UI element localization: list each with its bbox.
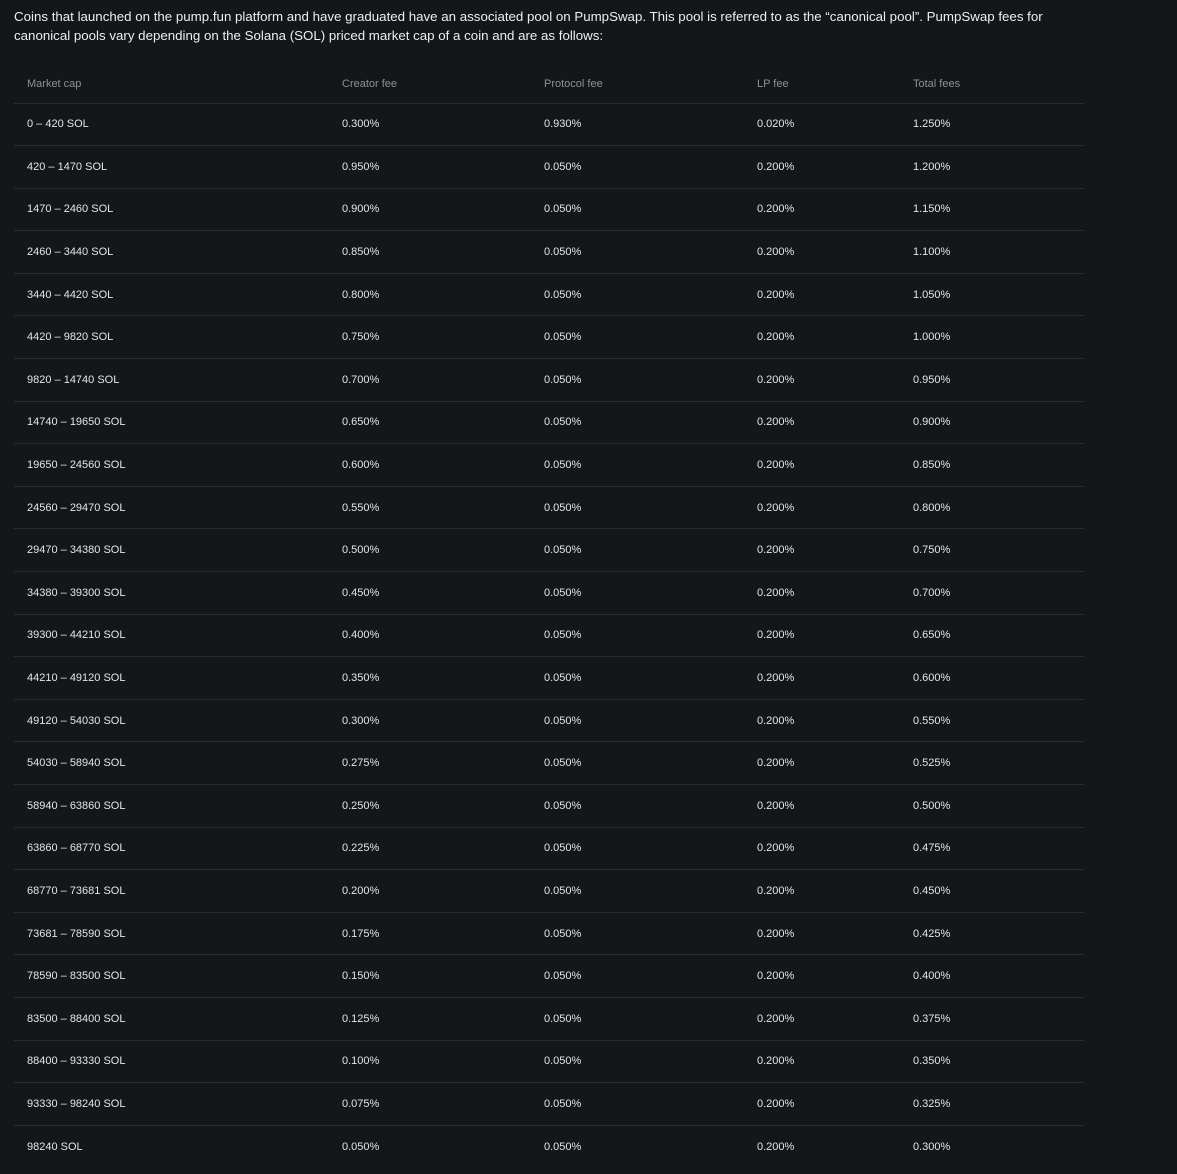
protocol-fee-cell: 0.050% — [531, 188, 744, 231]
table-row — [14, 359, 1084, 402]
header-total-fees: Total fees — [900, 63, 1084, 103]
table-row — [14, 614, 1084, 657]
creator-fee-cell: 0.150% — [329, 955, 531, 998]
table-row — [14, 1083, 1084, 1126]
total-fees-cell: 1.150% — [900, 188, 1084, 231]
header-creator-fee: Creator fee — [329, 63, 531, 103]
total-fees-cell: 0.350% — [900, 1040, 1084, 1083]
lp-fee-cell: 0.200% — [744, 486, 900, 529]
protocol-fee-cell: 0.050% — [531, 742, 744, 785]
protocol-fee-cell: 0.050% — [531, 316, 744, 359]
total-fees-cell: 0.375% — [900, 997, 1084, 1040]
header-lp-fee: LP fee — [744, 63, 900, 103]
creator-fee-cell: 0.700% — [329, 359, 531, 402]
creator-fee-cell: 0.200% — [329, 870, 531, 913]
header-protocol-fee: Protocol fee — [531, 63, 744, 103]
market-cap-cell: 44210 – 49120 SOL — [14, 657, 329, 700]
market-cap-cell: 34380 – 39300 SOL — [14, 572, 329, 615]
creator-fee-cell: 0.075% — [329, 1083, 531, 1126]
table-row — [14, 955, 1084, 998]
total-fees-cell: 0.950% — [900, 359, 1084, 402]
intro-paragraph: Coins that launched on the pump.fun platform and have graduated have an associated pool on PumpSwap. This pool is referred to as the “canonical pool”. PumpSwap fees for canonical pools vary depending on the Solana (SOL) priced market cap of a coin and are as follows: — [14, 9, 1043, 43]
table-row — [14, 529, 1084, 572]
total-fees-cell: 0.550% — [900, 699, 1084, 742]
lp-fee-cell: 0.200% — [744, 316, 900, 359]
market-cap-cell: 88400 – 93330 SOL — [14, 1040, 329, 1083]
creator-fee-cell: 0.600% — [329, 444, 531, 487]
market-cap-cell: 54030 – 58940 SOL — [14, 742, 329, 785]
creator-fee-cell: 0.125% — [329, 997, 531, 1040]
market-cap-cell: 24560 – 29470 SOL — [14, 486, 329, 529]
table-row — [14, 657, 1084, 700]
protocol-fee-cell: 0.050% — [531, 146, 744, 189]
creator-fee-cell: 0.250% — [329, 785, 531, 828]
protocol-fee-cell: 0.050% — [531, 870, 744, 913]
market-cap-cell: 68770 – 73681 SOL — [14, 870, 329, 913]
table-row — [14, 444, 1084, 487]
creator-fee-cell: 0.750% — [329, 316, 531, 359]
total-fees-cell: 1.200% — [900, 146, 1084, 189]
market-cap-cell: 29470 – 34380 SOL — [14, 529, 329, 572]
protocol-fee-cell: 0.050% — [544, 1140, 582, 1153]
table-row — [14, 146, 1084, 189]
market-cap-cell: 19650 – 24560 SOL — [14, 444, 329, 487]
lp-fee-cell: 0.200% — [744, 955, 900, 998]
market-cap-cell: 0 – 420 SOL — [14, 103, 329, 146]
creator-fee-cell: 0.275% — [329, 742, 531, 785]
total-fees-cell: 0.750% — [900, 529, 1084, 572]
protocol-fee-cell: 0.050% — [531, 401, 744, 444]
protocol-fee-cell: 0.050% — [531, 657, 744, 700]
protocol-fee-cell: 0.050% — [531, 827, 744, 870]
creator-fee-cell: 0.450% — [329, 572, 531, 615]
protocol-fee-cell: 0.050% — [531, 785, 744, 828]
lp-fee-cell: 0.200% — [757, 1140, 795, 1153]
lp-fee-cell: 0.200% — [744, 870, 900, 913]
protocol-fee-cell: 0.050% — [531, 572, 744, 615]
lp-fee-cell: 0.200% — [744, 827, 900, 870]
table-header — [14, 63, 1084, 103]
market-cap-cell: 83500 – 88400 SOL — [14, 997, 329, 1040]
protocol-fee-cell: 0.050% — [531, 699, 744, 742]
lp-fee-cell: 0.200% — [744, 614, 900, 657]
lp-fee-cell: 0.200% — [744, 657, 900, 700]
market-cap-cell: 58940 – 63860 SOL — [14, 785, 329, 828]
total-fees-cell: 0.475% — [900, 827, 1084, 870]
total-fees-cell: 0.850% — [900, 444, 1084, 487]
table-row — [14, 1125, 1084, 1168]
header-row — [14, 63, 1084, 103]
total-fees-cell: 0.525% — [900, 742, 1084, 785]
market-cap-cell: 420 – 1470 SOL — [14, 146, 329, 189]
creator-fee-cell: 0.050% — [342, 1140, 380, 1153]
lp-fee-cell: 0.200% — [744, 1083, 900, 1126]
lp-fee-cell: 0.200% — [744, 572, 900, 615]
table-row — [14, 572, 1084, 615]
total-fees-cell: 0.425% — [900, 912, 1084, 955]
market-cap-cell: 78590 – 83500 SOL — [14, 955, 329, 998]
total-fees-cell: 0.800% — [900, 486, 1084, 529]
table-row — [14, 827, 1084, 870]
protocol-fee-cell: 0.050% — [531, 912, 744, 955]
market-cap-cell: 4420 – 9820 SOL — [14, 316, 329, 359]
table-row — [14, 401, 1084, 444]
market-cap-cell: 49120 – 54030 SOL — [14, 699, 329, 742]
creator-fee-cell: 0.900% — [329, 188, 531, 231]
protocol-fee-cell: 0.050% — [531, 1083, 744, 1126]
market-cap-cell: 93330 – 98240 SOL — [14, 1083, 329, 1126]
table-row — [14, 870, 1084, 913]
market-cap-cell: 9820 – 14740 SOL — [14, 359, 329, 402]
protocol-fee-cell: 0.050% — [531, 1040, 744, 1083]
protocol-fee-cell: 0.050% — [531, 273, 744, 316]
market-cap-cell: 63860 – 68770 SOL — [14, 827, 329, 870]
lp-fee-cell: 0.200% — [744, 997, 900, 1040]
total-fees-cell: 0.900% — [900, 401, 1084, 444]
lp-fee-cell: 0.200% — [744, 699, 900, 742]
total-fees-cell: 0.325% — [900, 1083, 1084, 1126]
protocol-fee-cell: 0.050% — [531, 997, 744, 1040]
table-row — [14, 188, 1084, 231]
market-cap-cell: 39300 – 44210 SOL — [14, 614, 329, 657]
lp-fee-cell: 0.200% — [744, 273, 900, 316]
lp-fee-cell: 0.200% — [744, 529, 900, 572]
creator-fee-cell: 0.800% — [329, 273, 531, 316]
protocol-fee-cell: 0.050% — [531, 444, 744, 487]
table-body — [14, 103, 1084, 1168]
creator-fee-cell: 0.500% — [329, 529, 531, 572]
protocol-fee-cell: 0.050% — [531, 359, 744, 402]
creator-fee-cell: 0.100% — [329, 1040, 531, 1083]
table-row — [14, 316, 1084, 359]
market-cap-cell: 98240 SOL — [27, 1140, 83, 1153]
lp-fee-cell: 0.200% — [744, 444, 900, 487]
market-cap-cell: 2460 – 3440 SOL — [14, 231, 329, 274]
lp-fee-cell: 0.200% — [744, 742, 900, 785]
table-row — [14, 785, 1084, 828]
table-row — [14, 742, 1084, 785]
creator-fee-cell: 0.350% — [329, 657, 531, 700]
protocol-fee-cell: 0.050% — [531, 231, 744, 274]
total-fees-cell: 0.650% — [900, 614, 1084, 657]
creator-fee-cell: 0.400% — [329, 614, 531, 657]
creator-fee-cell: 0.950% — [329, 146, 531, 189]
table-row — [14, 231, 1084, 274]
lp-fee-cell: 0.200% — [744, 359, 900, 402]
table-row — [14, 1040, 1084, 1083]
fee-table — [14, 63, 1084, 1168]
creator-fee-cell: 0.550% — [329, 486, 531, 529]
total-fees-cell: 0.700% — [900, 572, 1084, 615]
creator-fee-cell: 0.650% — [329, 401, 531, 444]
market-cap-cell: 3440 – 4420 SOL — [14, 273, 329, 316]
total-fees-cell: 1.250% — [900, 103, 1084, 146]
table-row — [14, 486, 1084, 529]
total-fees-cell: 0.600% — [900, 657, 1084, 700]
table-row — [14, 273, 1084, 316]
lp-fee-cell: 0.200% — [744, 401, 900, 444]
protocol-fee-cell: 0.050% — [531, 486, 744, 529]
market-cap-cell: 1470 – 2460 SOL — [14, 188, 329, 231]
total-fees-cell: 0.500% — [900, 785, 1084, 828]
lp-fee-cell: 0.200% — [744, 146, 900, 189]
protocol-fee-cell: 0.050% — [531, 529, 744, 572]
protocol-fee-cell: 0.930% — [531, 103, 744, 146]
lp-fee-cell: 0.200% — [744, 188, 900, 231]
lp-fee-cell: 0.200% — [744, 231, 900, 274]
lp-fee-cell: 0.200% — [744, 912, 900, 955]
total-fees-cell: 0.300% — [913, 1140, 951, 1153]
protocol-fee-cell: 0.050% — [531, 614, 744, 657]
creator-fee-cell: 0.300% — [329, 103, 531, 146]
lp-fee-cell: 0.020% — [744, 103, 900, 146]
creator-fee-cell: 0.300% — [329, 699, 531, 742]
lp-fee-cell: 0.200% — [744, 785, 900, 828]
table-row — [14, 912, 1084, 955]
protocol-fee-cell: 0.050% — [531, 955, 744, 998]
creator-fee-cell: 0.850% — [329, 231, 531, 274]
total-fees-cell: 1.100% — [900, 231, 1084, 274]
total-fees-cell: 0.450% — [900, 870, 1084, 913]
total-fees-cell: 1.050% — [900, 273, 1084, 316]
total-fees-cell: 0.400% — [900, 955, 1084, 998]
table-row — [14, 103, 1084, 146]
market-cap-cell: 14740 – 19650 SOL — [14, 401, 329, 444]
creator-fee-cell: 0.175% — [329, 912, 531, 955]
header-market-cap: Market cap — [14, 63, 329, 103]
table-row — [14, 997, 1084, 1040]
lp-fee-cell: 0.200% — [744, 1040, 900, 1083]
table-row — [14, 699, 1084, 742]
total-fees-cell: 1.000% — [900, 316, 1084, 359]
market-cap-cell: 73681 – 78590 SOL — [14, 912, 329, 955]
creator-fee-cell: 0.225% — [329, 827, 531, 870]
